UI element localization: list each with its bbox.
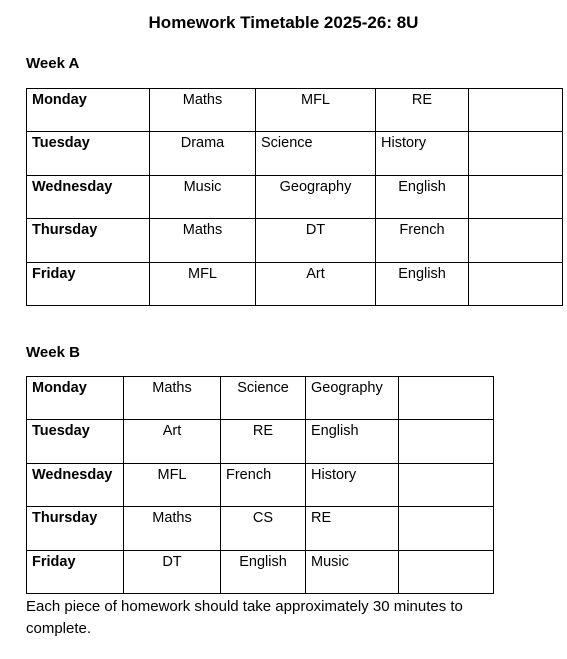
table-row [27, 377, 494, 420]
subject-cell: English [376, 175, 469, 218]
subject-cell [399, 377, 494, 420]
subject-cell: Music [306, 550, 399, 593]
subject-cell [399, 550, 494, 593]
subject-cell: History [306, 463, 399, 506]
day-cell: Tuesday [27, 420, 124, 463]
table-row [27, 175, 563, 218]
subject-cell [469, 219, 563, 262]
day-cell: Wednesday [27, 175, 150, 218]
subject-cell: Art [256, 262, 376, 305]
subject-cell: Drama [150, 132, 256, 175]
subject-cell: French [376, 219, 469, 262]
subject-cell: Maths [150, 219, 256, 262]
subject-cell [469, 262, 563, 305]
subject-cell: Music [150, 175, 256, 218]
subject-cell [469, 175, 563, 218]
week-a-timetable [26, 88, 563, 306]
subject-cell: RE [306, 507, 399, 550]
table-row [27, 420, 494, 463]
day-cell: Friday [27, 550, 124, 593]
table-row [27, 262, 563, 305]
subject-cell: English [221, 550, 306, 593]
footer-note: Each piece of homework should take approximately 30 minutes to complete. [26, 598, 463, 637]
subject-cell [399, 463, 494, 506]
week-a-heading: Week A [26, 55, 80, 72]
subject-cell: Science [221, 377, 306, 420]
subject-cell: Maths [150, 89, 256, 132]
table-row [27, 507, 494, 550]
day-cell: Friday [27, 262, 150, 305]
subject-cell: MFL [150, 262, 256, 305]
subject-cell: French [221, 463, 306, 506]
subject-cell: RE [221, 420, 306, 463]
day-cell: Monday [27, 89, 150, 132]
subject-cell: History [376, 132, 469, 175]
subject-cell [469, 89, 563, 132]
subject-cell: English [376, 262, 469, 305]
subject-cell [399, 507, 494, 550]
week-b-timetable [26, 376, 494, 594]
subject-cell: Art [124, 420, 221, 463]
page-title: Homework Timetable 2025-26: 8U [148, 13, 419, 32]
subject-cell [469, 132, 563, 175]
table-row [27, 132, 563, 175]
subject-cell: DT [124, 550, 221, 593]
subject-cell: Maths [124, 507, 221, 550]
table-row [27, 219, 563, 262]
subject-cell: MFL [256, 89, 376, 132]
subject-cell: Geography [256, 175, 376, 218]
week-b-heading: Week B [26, 344, 80, 361]
subject-cell: Geography [306, 377, 399, 420]
subject-cell: Science [256, 132, 376, 175]
subject-cell: Maths [124, 377, 221, 420]
day-cell: Wednesday [27, 463, 124, 506]
table-row [27, 463, 494, 506]
table-row [27, 550, 494, 593]
day-cell: Monday [27, 377, 124, 420]
subject-cell: CS [221, 507, 306, 550]
subject-cell: RE [376, 89, 469, 132]
table-row [27, 89, 563, 132]
subject-cell [399, 420, 494, 463]
subject-cell: DT [256, 219, 376, 262]
day-cell: Thursday [27, 507, 124, 550]
day-cell: Tuesday [27, 132, 150, 175]
subject-cell: English [306, 420, 399, 463]
subject-cell: MFL [124, 463, 221, 506]
day-cell: Thursday [27, 219, 150, 262]
